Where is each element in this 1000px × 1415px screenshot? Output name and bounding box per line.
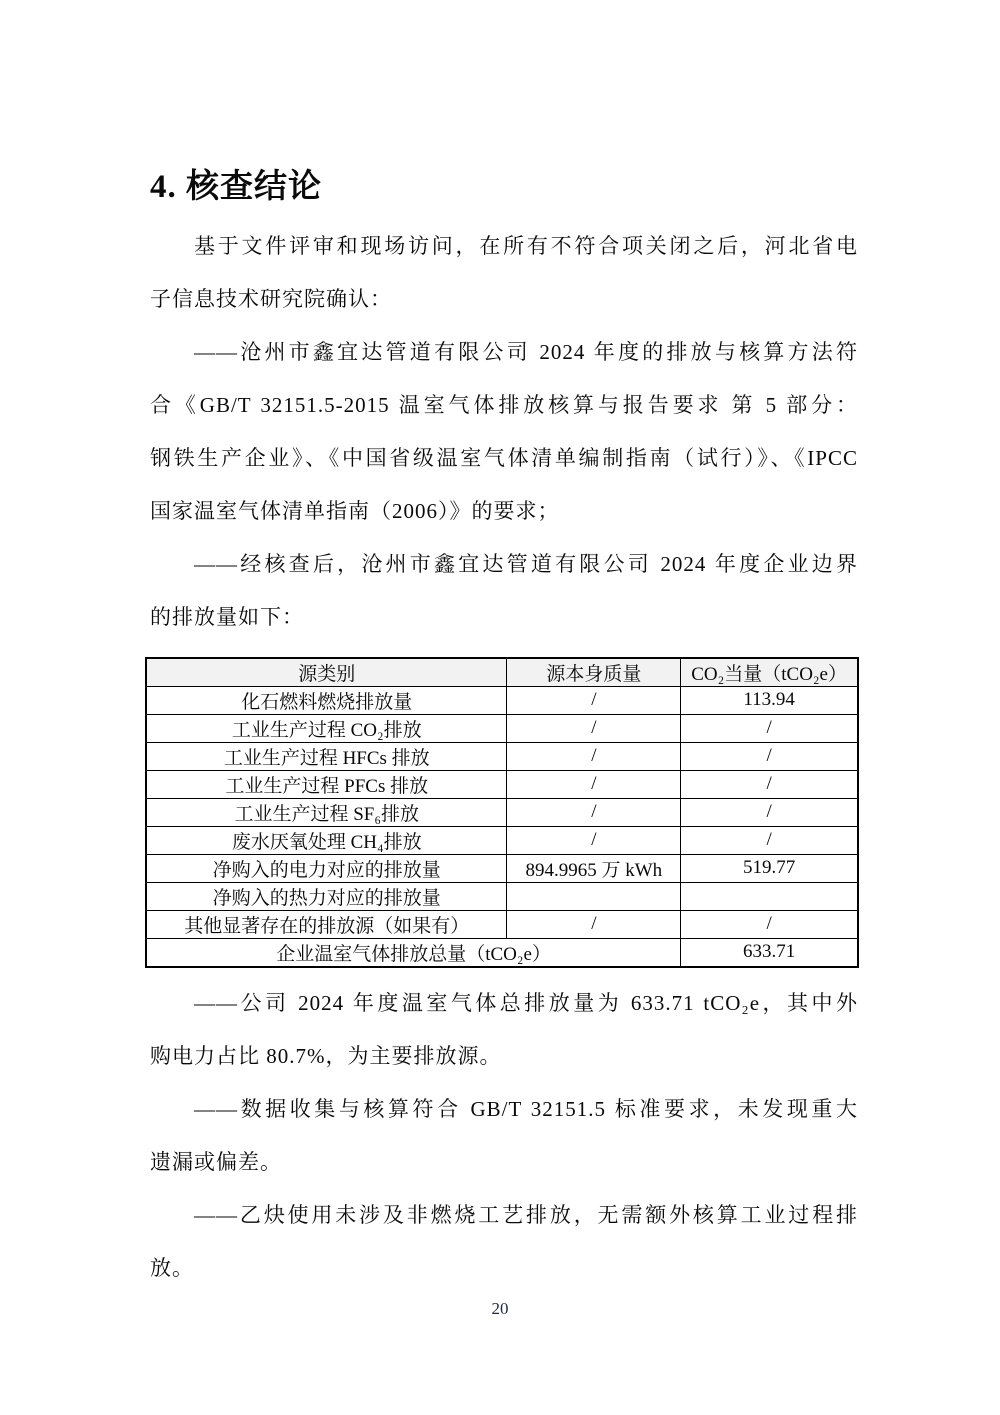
table-row <box>146 798 858 826</box>
text-line: ——乙炔使用未涉及非燃烧工艺排放，无需额外核算工业过程排 <box>194 1202 858 1227</box>
text-line: 国家温室气体清单指南（2006）》的要求； <box>150 498 560 523</box>
text-line: 购电力占比 80.7%，为主要排放源。 <box>150 1043 502 1068</box>
table-total-row <box>146 938 858 967</box>
table-cell: / <box>507 770 681 798</box>
table-cell: / <box>681 714 858 742</box>
text-line: ——经核查后，沧州市鑫宜达管道有限公司 2024 年度企业边界 <box>194 551 858 576</box>
text-line: 钢铁生产企业》、《中国省级温室气体清单编制指南（试行）》、《IPCC <box>150 445 858 470</box>
table-cell <box>507 882 681 910</box>
text-line: 合《GB/T 32151.5-2015 温室气体排放核算与报告要求 第 5 部分： <box>150 392 858 417</box>
text-line: 子信息技术研究院确认： <box>150 286 392 311</box>
table-cell: 其他显著存在的排放源（如果有） <box>146 910 507 938</box>
table-cell: / <box>507 798 681 826</box>
paragraph-data-collection <box>150 1083 858 1189</box>
text-line: 的排放量如下： <box>150 604 304 629</box>
table-row <box>146 882 858 910</box>
table-header-cell: 源本身质量 <box>507 658 681 687</box>
table-cell: 894.9965 万 kWh <box>507 854 681 882</box>
paragraph-total-emissions <box>150 977 858 1083</box>
paragraph-standards <box>150 326 858 538</box>
table-cell: 工业生产过程 HFCs 排放 <box>146 742 507 770</box>
table-cell: 净购入的电力对应的排放量 <box>146 854 507 882</box>
table-row <box>146 714 858 742</box>
table-total-label: 企业温室气体排放总量（tCO₂e） <box>146 938 681 967</box>
text-line: ——沧州市鑫宜达管道有限公司 2024 年度的排放与核算方法符 <box>194 339 858 364</box>
paragraph-boundary <box>150 538 858 644</box>
text-line: 遗漏或偏差。 <box>150 1149 282 1174</box>
table-cell: 工业生产过程 CO₂排放 <box>146 714 507 742</box>
table-total-value: 633.71 <box>681 938 858 967</box>
text-line: 基于文件评审和现场访问，在所有不符合项关闭之后，河北省电 <box>194 233 858 258</box>
table-cell: 519.77 <box>681 854 858 882</box>
table-header-row <box>146 658 858 687</box>
table-cell: 工业生产过程 PFCs 排放 <box>146 770 507 798</box>
paragraph-acetylene <box>150 1189 858 1295</box>
table-cell: / <box>681 826 858 854</box>
paragraph-intro <box>150 220 858 326</box>
section-heading: 4. 核查结论 <box>150 169 322 205</box>
table-cell: / <box>507 686 681 714</box>
page-number: 20 <box>491 1299 509 1318</box>
table-row <box>146 854 858 882</box>
table-row <box>146 826 858 854</box>
table-cell: 工业生产过程 SF₆排放 <box>146 798 507 826</box>
text-line: ——数据收集与核算符合 GB/T 32151.5 标准要求，未发现重大 <box>194 1096 858 1121</box>
table-cell: / <box>681 770 858 798</box>
text-line: ——公司 2024 年度温室气体总排放量为 633.71 tCO₂e，其中外 <box>194 990 858 1015</box>
table-cell: / <box>507 826 681 854</box>
table-cell: / <box>507 742 681 770</box>
table-cell: / <box>681 798 858 826</box>
table-cell: 废水厌氧处理 CH₄排放 <box>146 826 507 854</box>
table-cell: / <box>681 910 858 938</box>
table-cell: / <box>507 910 681 938</box>
table-header-cell: 源类别 <box>146 658 507 687</box>
table-cell: / <box>507 714 681 742</box>
table-cell: / <box>681 742 858 770</box>
table-row <box>146 742 858 770</box>
table-row <box>146 770 858 798</box>
table-cell <box>681 882 858 910</box>
table-row <box>146 910 858 938</box>
table-cell: 化石燃料燃烧排放量 <box>146 686 507 714</box>
table-cell: 113.94 <box>681 686 858 714</box>
table-row <box>146 686 858 714</box>
table-cell: 净购入的热力对应的排放量 <box>146 882 507 910</box>
emissions-table <box>145 657 859 968</box>
text-line: 放。 <box>150 1255 194 1280</box>
table-header-cell: CO₂当量（tCO₂e） <box>681 658 858 687</box>
